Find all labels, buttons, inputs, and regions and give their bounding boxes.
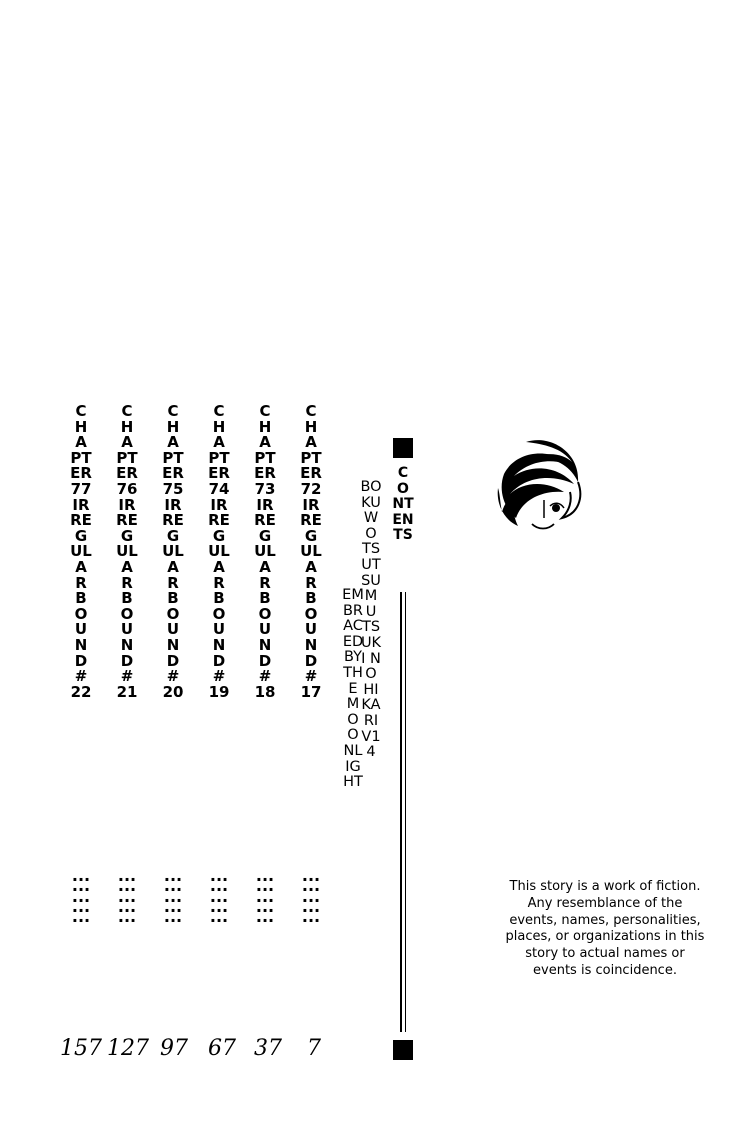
chapter-76-title: CHAPTER 76 IRREGULAR BOUND #21 (116, 402, 138, 701)
leader-dots-77: ··············· (71, 870, 91, 931)
chapter-74-page: 67 (208, 1036, 236, 1061)
chapter-75-page: 97 (160, 1036, 188, 1061)
contents-label: CONTENTS (392, 465, 414, 543)
title-main: BOKU WO TSUTSUMU TSUKI NO HIKARI V14 (360, 479, 382, 761)
disclaimer-text: This story is a work of fiction. Any resemblance of the events, names, personalities, places, or organizations in this story to actual names or events is coincidence. (505, 879, 705, 978)
leader-dots-72: ··············· (301, 870, 321, 931)
chapter-72-page: 7 (307, 1036, 321, 1061)
chapter-77-title: CHAPTER 77 IRREGULAR BOUND #22 (70, 402, 92, 701)
vertical-rule (400, 592, 402, 1032)
vertical-rule-thin (405, 592, 406, 1032)
leader-dots-73: ··············· (255, 870, 275, 931)
chapter-74-title: CHAPTER 74 IRREGULAR BOUND #19 (208, 402, 230, 701)
chapter-72-title: CHAPTER 72 IRREGULAR BOUND #17 (300, 402, 322, 701)
top-square-marker (393, 438, 413, 458)
chapter-73-page: 37 (254, 1036, 282, 1061)
title-sub: EMBRACED BY THE MOONLIGHT (342, 587, 364, 791)
leader-dots-74: ··············· (209, 870, 229, 931)
chapter-76-page: 127 (107, 1036, 149, 1061)
leader-dots-75: ··············· (163, 870, 183, 931)
chapter-75-title: CHAPTER 75 IRREGULAR BOUND #20 (162, 402, 184, 701)
chapter-77-page: 157 (60, 1036, 102, 1061)
bottom-square-marker (393, 1040, 413, 1060)
leader-dots-76: ··············· (117, 870, 137, 931)
moon-face-logo-icon (492, 438, 584, 532)
chapter-73-title: CHAPTER 73 IRREGULAR BOUND #18 (254, 402, 276, 701)
